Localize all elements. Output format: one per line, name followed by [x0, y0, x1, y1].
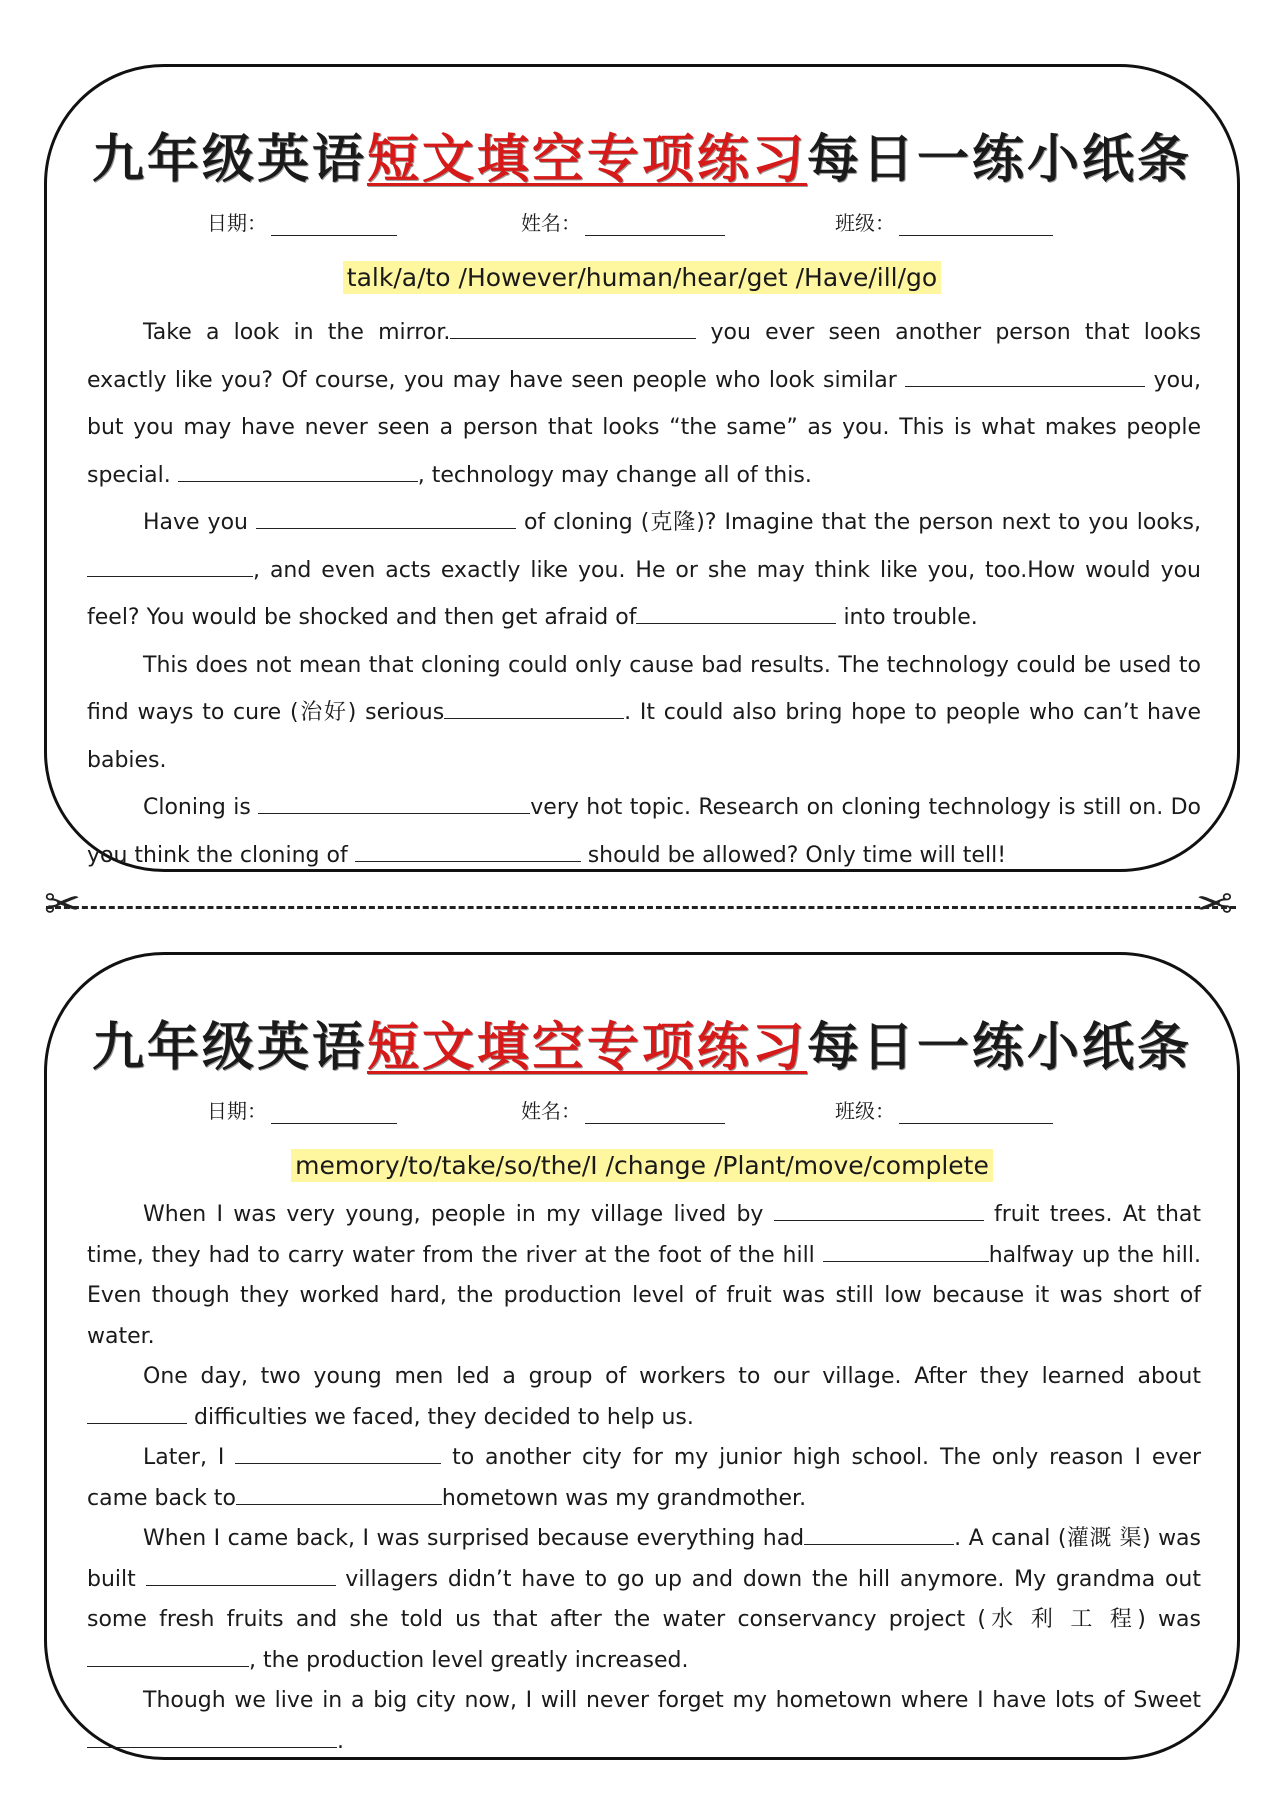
worksheet-title	[47, 1005, 1237, 1080]
passage-text: hometown was my grandmother.	[441, 1485, 807, 1511]
meta-fields	[207, 207, 1107, 236]
title-highlight: 短文填空专项练习	[366, 1017, 807, 1078]
paragraph	[87, 1681, 1201, 1762]
passage-text: Later, I	[143, 1445, 236, 1470]
passage-text: should be allowed? Only time will tell!	[580, 842, 1007, 868]
answer-blank[interactable]	[355, 841, 581, 862]
date-field	[207, 207, 521, 236]
passage-text: Take a look in the mirror.	[143, 320, 451, 345]
passage-text: When I came back, I was surprised because everything had	[143, 1526, 805, 1551]
answer-blank[interactable]	[774, 1200, 984, 1221]
word-bank-text: memory/to/take/so/the/I /change /Plant/move/complete	[291, 1149, 993, 1182]
passage	[87, 1195, 1201, 1762]
worksheet-title	[47, 117, 1237, 192]
passage-text: to another city for my junior high school. The only reason I ever came back to	[87, 1445, 1201, 1511]
paragraph	[87, 309, 1201, 499]
worksheet-card-1	[44, 64, 1240, 872]
name-field	[521, 207, 835, 236]
passage-text: difficulties we faced, they decided to help us.	[187, 1404, 694, 1430]
title-highlight: 短文填空专项练习	[366, 129, 807, 190]
answer-blank[interactable]	[236, 1484, 442, 1505]
paragraph	[87, 1195, 1201, 1357]
date-blank[interactable]	[271, 1101, 397, 1124]
passage-text: Cloning is	[143, 795, 259, 820]
answer-blank[interactable]	[258, 793, 530, 814]
answer-blank[interactable]	[87, 556, 253, 577]
passage-text: into trouble.	[836, 605, 978, 630]
name-field	[521, 1095, 835, 1124]
passage	[87, 309, 1201, 879]
name-blank[interactable]	[585, 213, 725, 236]
paragraph	[87, 642, 1201, 785]
passage-text: Have you	[143, 510, 256, 535]
cut-line	[46, 906, 1236, 909]
passage-text: , and even acts exactly like you. He or she may think like you, too.How would you feel? You would be shocked and then get afraid of	[87, 557, 1201, 630]
scissors-icon: ✂	[44, 879, 81, 930]
answer-blank[interactable]	[804, 1524, 954, 1545]
answer-blank[interactable]	[235, 1443, 441, 1464]
name-blank[interactable]	[585, 1101, 725, 1124]
passage-text: One day, two young men led a group of workers to our village. After they learned about	[143, 1364, 1201, 1389]
answer-blank[interactable]	[823, 1241, 989, 1262]
paragraph	[87, 1438, 1201, 1519]
passage-text: halfway up the hill. Even though they worked hard, the production level of fruit was still low because it was short of water.	[87, 1242, 1202, 1349]
worksheet-card-2	[44, 952, 1240, 1760]
paragraph	[87, 1519, 1201, 1681]
answer-blank[interactable]	[444, 698, 624, 719]
passage-text: . A canal (灌溉 渠) was built	[87, 1526, 1201, 1592]
answer-blank[interactable]	[87, 1727, 337, 1748]
meta-fields	[207, 1095, 1107, 1124]
name-label: 姓名：	[521, 1099, 581, 1123]
passage-text: very hot topic. Research on cloning technology is still on. Do you think the cloning of	[87, 795, 1201, 868]
paragraph	[87, 499, 1201, 642]
answer-blank[interactable]	[450, 318, 696, 339]
answer-blank[interactable]	[636, 603, 836, 624]
title-suffix: 每日一练小纸条	[807, 1017, 1193, 1078]
name-label: 姓名：	[521, 211, 581, 235]
date-blank[interactable]	[271, 213, 397, 236]
answer-blank[interactable]	[178, 461, 418, 482]
paragraph	[87, 784, 1201, 879]
passage-text: .	[337, 1728, 344, 1754]
passage-text: you, but you may have never seen a person that looks “the same” as you. This is what makes people special.	[87, 367, 1201, 488]
class-label: 班级：	[835, 1099, 895, 1123]
passage-text: . It could also bring hope to people who can’t have babies.	[87, 700, 1201, 773]
date-field	[207, 1095, 521, 1124]
class-blank[interactable]	[899, 1101, 1053, 1124]
passage-text: , technology may change all of this.	[417, 462, 812, 488]
title-suffix: 每日一练小纸条	[807, 129, 1193, 190]
class-field	[835, 1095, 1053, 1124]
word-bank-text: talk/a/to /However/human/hear/get /Have/ill/go	[343, 261, 941, 294]
passage-text: , the production level greatly increased.	[249, 1647, 689, 1673]
class-label: 班级：	[835, 211, 895, 235]
passage-text: fruit trees. At that time, they had to carry water from the river at the foot of the hill	[87, 1202, 1201, 1268]
passage-text: you ever seen another person that looks exactly like you? Of course, you may have seen people who look similar	[87, 320, 1202, 393]
date-label: 日期：	[207, 211, 267, 235]
answer-blank[interactable]	[905, 366, 1145, 387]
word-bank	[47, 1151, 1237, 1180]
answer-blank[interactable]	[146, 1565, 336, 1586]
word-bank	[47, 263, 1237, 292]
passage-text: Though we live in a big city now, I will never forget my hometown where I have lots of Sweet	[143, 1688, 1201, 1713]
class-field	[835, 207, 1053, 236]
date-label: 日期：	[207, 1099, 267, 1123]
passage-text: When I was very young, people in my village lived by	[143, 1202, 774, 1227]
answer-blank[interactable]	[87, 1403, 187, 1424]
title-prefix: 九年级英语	[91, 129, 367, 190]
passage-text: villagers didn’t have to go up and down the hill anymore. My grandma out some fresh fruits and she told us that after the water conservancy project (水 利 工 程) was	[87, 1566, 1201, 1632]
paragraph	[87, 1357, 1201, 1438]
title-prefix: 九年级英语	[91, 1017, 367, 1078]
scissors-icon: ✂	[1196, 879, 1233, 930]
passage-text: of cloning (克隆)? Imagine that the person next to you looks,	[515, 510, 1201, 535]
answer-blank[interactable]	[256, 508, 516, 529]
answer-blank[interactable]	[87, 1646, 249, 1667]
passage-text: This does not mean that cloning could only cause bad results. The technology could be used to find ways to cure (治好) serious	[87, 652, 1201, 725]
class-blank[interactable]	[899, 213, 1053, 236]
